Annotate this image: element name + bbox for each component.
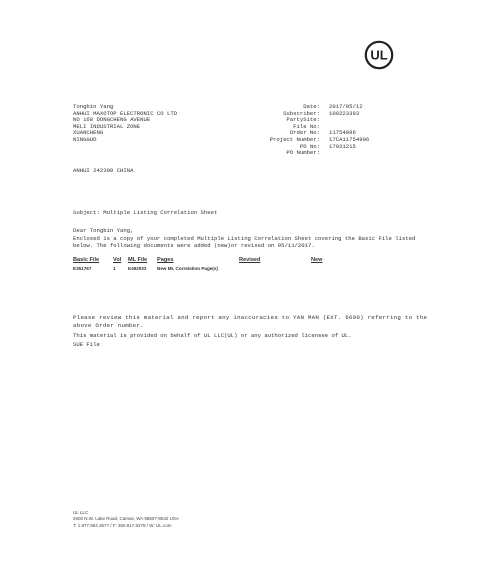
field-label: Date: (303, 103, 320, 110)
header-ml-file: ML File (128, 257, 148, 263)
cell-pages: New ML Correlation Page(s) (157, 266, 218, 271)
field-value: 2017/05/12 (329, 103, 363, 110)
field-row-partysite (240, 117, 419, 124)
header-revised: Revised (239, 257, 261, 263)
recipient-address (73, 104, 177, 144)
review-note: Please review this material and report any inaccuracies to YAN MAN (EXT. 6690) referring to the above Order number. (73, 314, 428, 329)
field-value: 17CA11754996 (329, 135, 370, 143)
recipient-district: NINGGUO (73, 135, 97, 143)
field-value (329, 150, 419, 157)
table-row (73, 266, 341, 271)
ul-logo (364, 40, 394, 70)
cell-vol: 1 (113, 266, 116, 271)
field-value: 11754996 (329, 129, 356, 137)
field-value: 17021215 (329, 142, 356, 150)
field-label: Subscriber: (283, 109, 320, 117)
field-value: 100223393 (329, 109, 360, 117)
cell-new (311, 266, 341, 271)
field-row-po-number (240, 150, 419, 157)
footer-contact: T: 1.877.854.3577 / F: 360.817.6278 / W: UL.com (73, 522, 172, 528)
field-row-pd-no (240, 144, 419, 151)
sue-file: SUE File (73, 341, 100, 348)
body-paragraph: Enclosed is a copy of your completed Multiple Listing Correlation Sheet covering the Basic File listed below. The following documents were added (new)or revised on 05/11/2017. (73, 235, 416, 249)
field-value (329, 117, 419, 124)
recipient-city: XUANCHENG (73, 129, 104, 137)
field-label: Order No: (289, 129, 320, 137)
header-pages: Pages (157, 257, 174, 263)
header-vol: Vol (113, 257, 122, 263)
footer (73, 510, 179, 529)
salutation: Dear Tongbin Yang, (73, 227, 134, 234)
recipient-name: Tongbin Yang (73, 103, 114, 110)
field-label: PO Number: (286, 149, 320, 157)
header-new: New (311, 257, 323, 263)
recipient-street: NO 168 DONGCHENG AVENUE (73, 116, 151, 124)
cell-revised (239, 266, 311, 271)
subject-line: Subject: Multiple Listing Correlation Sheet (73, 209, 218, 216)
recipient-company: ANHUI MAXOTOP ELECTRONIC CO LTD (73, 109, 178, 117)
footer-address: 2600 N.W. Lake Road, Camas, WA 98607-8542 USA (73, 516, 179, 522)
cell-ml-file: E492933 (128, 266, 147, 271)
field-label: File No: (293, 122, 320, 130)
ul-logo-text: UL (370, 47, 388, 63)
field-label: PD No: (299, 142, 320, 150)
header-basic-file: Basic File (73, 257, 100, 263)
cell-basic-file: E351767 (73, 266, 92, 271)
field-label: PartySite: (286, 116, 320, 124)
listing-table-header (73, 257, 341, 263)
field-row-subscriber (240, 111, 419, 118)
order-fields (240, 104, 419, 157)
provided-note: This material is provided on behalf of UL LLC(UL) or any authorized licensee of UL. (73, 332, 352, 339)
recipient-zone: MELI INDUSTRIAL ZONE (73, 122, 141, 130)
footer-company: UL LLC (73, 510, 89, 515)
field-label: Project Number: (269, 135, 320, 143)
recipient-country: ANHUI 242300 CHINA (73, 167, 134, 174)
